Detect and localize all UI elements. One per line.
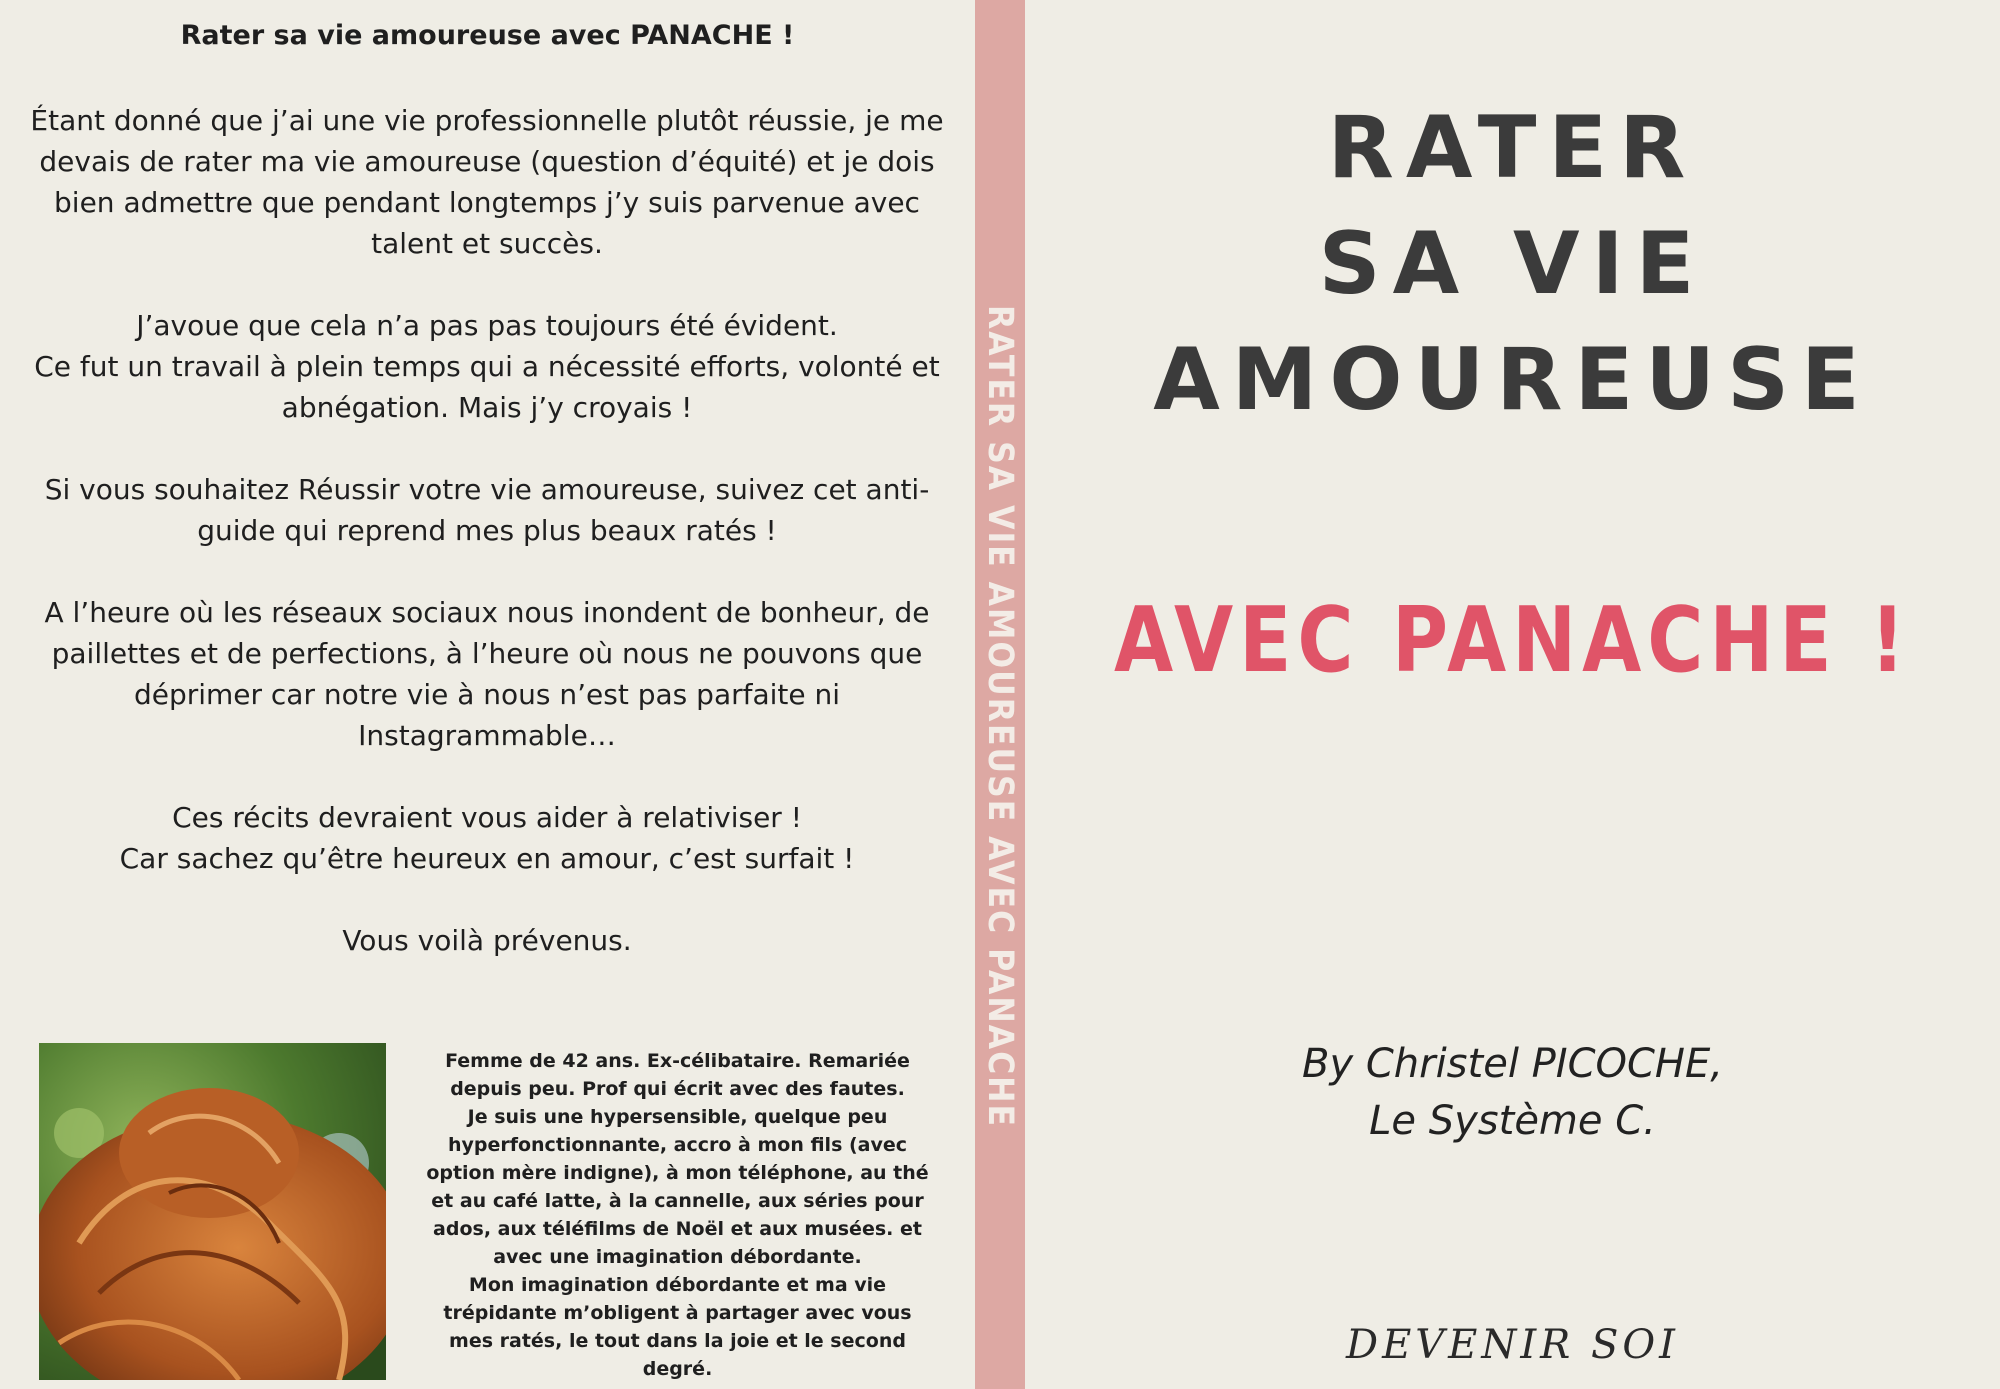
blurb-line: A l’heure où les réseaux sociaux nous inondent de bonheur, de paillettes et de perfections, à l’heure où nous ne pouvons que déprimer car notre vie à nous n’est pas parfaite ni Instagrammable… bbox=[44, 596, 930, 752]
bio-line: Femme de 42 ans. Ex-célibataire. Remariée depuis peu. Prof qui écrit avec des fautes. bbox=[445, 1050, 910, 1100]
blurb-line: Ces récits devraient vous aider à relativiser ! bbox=[172, 801, 802, 834]
title-line: RATER bbox=[1327, 98, 1698, 198]
back-cover bbox=[0, 0, 975, 1389]
blurb bbox=[22, 100, 952, 1002]
author-photo bbox=[39, 1043, 386, 1380]
blurb-paragraph bbox=[22, 305, 952, 428]
blurb-line: Ce fut un travail à plein temps qui a nécessité efforts, volonté et abnégation. Mais j’y croyais ! bbox=[34, 350, 940, 424]
blurb-line: Vous voilà prévenus. bbox=[342, 924, 632, 957]
author-bio bbox=[425, 1047, 930, 1383]
title-line: SA VIE bbox=[1318, 214, 1707, 314]
blurb-paragraph bbox=[22, 100, 952, 264]
blurb-line: Étant donné que j’ai une vie professionnelle plutôt réussie, je me devais de rater ma vie amoureuse (question d’équité) et je dois bien admettre que pendant longtemps j’y suis parvenue avec talent et succès. bbox=[30, 104, 944, 260]
blurb-line: Si vous souhaitez Réussir votre vie amoureuse, suivez cet anti-guide qui reprend mes plus beaux ratés ! bbox=[44, 473, 930, 547]
title-line: AMOUREUSE bbox=[1153, 330, 1872, 430]
front-cover-subtitle: AVEC PANACHE ! bbox=[1114, 588, 1911, 693]
blurb-paragraph bbox=[22, 469, 952, 551]
author-line: Le Système C. bbox=[1369, 1098, 1656, 1144]
back-cover-title: Rater sa vie amoureuse avec PANACHE ! bbox=[180, 20, 795, 51]
bio-line: Mon imagination débordante et ma vie trépidante m’obligent à partager avec vous mes ratés, le tout dans la joie et le second degré. bbox=[443, 1274, 912, 1380]
blurb-line: J’avoue que cela n’a pas pas toujours été évident. bbox=[136, 309, 838, 342]
blurb-paragraph bbox=[22, 592, 952, 756]
front-cover-title bbox=[1025, 90, 2000, 438]
blurb-paragraph bbox=[22, 920, 952, 961]
blurb-paragraph bbox=[22, 797, 952, 879]
bio-line: Je suis une hypersensible, quelque peu hyperfonctionnante, accro à mon fils (avec option mère indigne), à mon téléphone, au thé et au café latte, à la cannelle, aux séries pour ados, aux téléfilms de Noël et aux musées. et avec une imagination débordante. bbox=[426, 1106, 929, 1268]
author-line: By Christel PICOCHE, bbox=[1302, 1041, 1723, 1087]
author-credit bbox=[1025, 1036, 2000, 1150]
blurb-line: Car sachez qu’être heureux en amour, c’est surfait ! bbox=[119, 842, 855, 875]
spine-title: RATER SA VIE AMOUREUSE AVEC PANACHE bbox=[980, 305, 1020, 1129]
front-cover bbox=[1025, 0, 2000, 1389]
publisher-imprint: DEVENIR SOI bbox=[1346, 1322, 1679, 1368]
